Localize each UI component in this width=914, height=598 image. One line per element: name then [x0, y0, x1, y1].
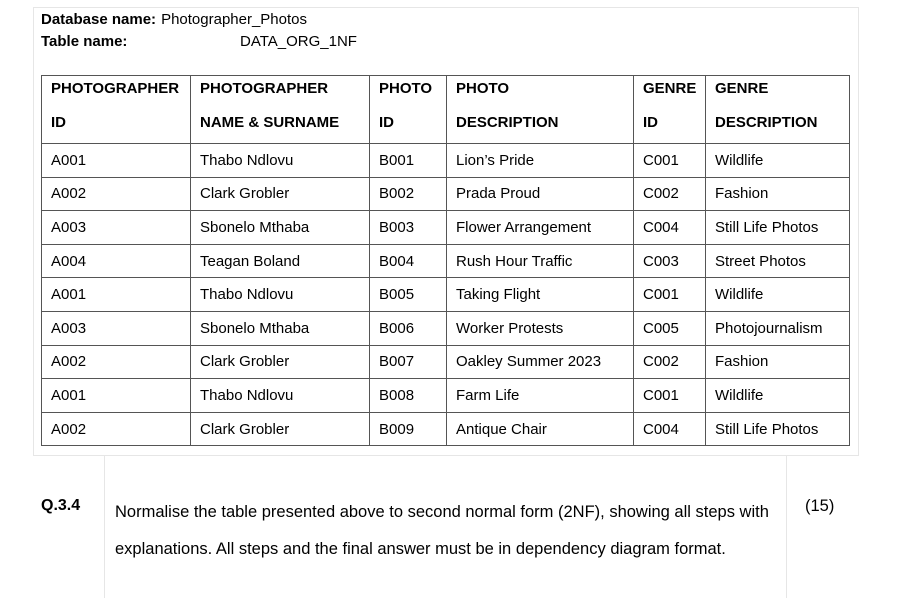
table-row [42, 278, 850, 312]
cell-photographer-name: Thabo Ndlovu [191, 379, 370, 413]
cell-genre-description: Fashion [706, 177, 850, 211]
header-photographer-name: PHOTOGRAPHER NAME & SURNAME [191, 76, 370, 144]
header-genre-id: GENRE ID [634, 76, 706, 144]
frame-line-bottom [33, 455, 859, 456]
table-row [42, 311, 850, 345]
cell-photo-id: B007 [370, 345, 447, 379]
cell-genre-id: C001 [634, 379, 706, 413]
table-row [42, 345, 850, 379]
question-marks: (15) [805, 497, 835, 515]
cell-genre-id: C002 [634, 177, 706, 211]
cell-photographer-name: Thabo Ndlovu [191, 278, 370, 312]
cell-photo-description: Prada Proud [447, 177, 634, 211]
cell-photo-id: B004 [370, 244, 447, 278]
cell-genre-id: C003 [634, 244, 706, 278]
table-name-value: DATA_ORG_1NF [240, 33, 357, 50]
cell-photographer-name: Clark Grobler [191, 345, 370, 379]
cell-photographer-id: A002 [42, 412, 191, 446]
question-cell-divider-right [786, 455, 787, 598]
cell-genre-description: Still Life Photos [706, 412, 850, 446]
cell-genre-id: C004 [634, 211, 706, 245]
cell-photographer-name: Sbonelo Mthaba [191, 311, 370, 345]
cell-photo-description: Worker Protests [447, 311, 634, 345]
cell-photo-description: Taking Flight [447, 278, 634, 312]
photographer-data-table [41, 75, 850, 446]
cell-photographer-id: A003 [42, 211, 191, 245]
cell-photographer-id: A001 [42, 144, 191, 178]
cell-genre-description: Wildlife [706, 144, 850, 178]
cell-photo-description: Lion’s Pride [447, 144, 634, 178]
cell-genre-id: C001 [634, 278, 706, 312]
table-row [42, 144, 850, 178]
table-name-line [41, 33, 357, 51]
cell-photo-id: B009 [370, 412, 447, 446]
cell-photo-id: B006 [370, 311, 447, 345]
database-name-label: Database name: [41, 11, 157, 28]
table-row [42, 412, 850, 446]
table-row [42, 177, 850, 211]
table-row [42, 379, 850, 413]
cell-photo-description: Rush Hour Traffic [447, 244, 634, 278]
question-number: Q.3.4 [41, 497, 81, 514]
header-photographer-id: PHOTOGRAPHER ID [42, 76, 191, 144]
cell-genre-id: C002 [634, 345, 706, 379]
cell-photographer-id: A003 [42, 311, 191, 345]
cell-genre-description: Street Photos [706, 244, 850, 278]
table-header-row [42, 76, 850, 144]
cell-genre-description: Fashion [706, 345, 850, 379]
header-photo-id: PHOTO ID [370, 76, 447, 144]
table-name-label: Table name: [41, 33, 128, 50]
cell-photo-id: B005 [370, 278, 447, 312]
cell-photographer-name: Sbonelo Mthaba [191, 211, 370, 245]
cell-genre-description: Wildlife [706, 379, 850, 413]
cell-genre-description: Wildlife [706, 278, 850, 312]
cell-photographer-id: A002 [42, 345, 191, 379]
database-name-line [41, 11, 307, 29]
header-genre-description: GENRE DESCRIPTION [706, 76, 850, 144]
cell-genre-description: Still Life Photos [706, 211, 850, 245]
frame-line-left [33, 7, 34, 455]
cell-photographer-id: A001 [42, 278, 191, 312]
cell-photographer-name: Thabo Ndlovu [191, 144, 370, 178]
cell-photographer-id: A002 [42, 177, 191, 211]
header-photo-description: PHOTO DESCRIPTION [447, 76, 634, 144]
cell-photo-description: Flower Arrangement [447, 211, 634, 245]
cell-photographer-name: Clark Grobler [191, 177, 370, 211]
cell-photo-description: Farm Life [447, 379, 634, 413]
cell-genre-id: C001 [634, 144, 706, 178]
frame-line-right [858, 7, 859, 455]
cell-genre-description: Photojournalism [706, 311, 850, 345]
cell-genre-id: C004 [634, 412, 706, 446]
table-row [42, 244, 850, 278]
cell-genre-id: C005 [634, 311, 706, 345]
cell-photo-id: B003 [370, 211, 447, 245]
cell-photo-id: B002 [370, 177, 447, 211]
cell-photographer-name: Clark Grobler [191, 412, 370, 446]
question-text: Normalise the table presented above to second normal form (2NF), showing all steps with explanations. All steps and the final answer must be in dependency diagram format. [115, 503, 769, 558]
cell-photo-description: Antique Chair [447, 412, 634, 446]
database-name-value: Photographer_Photos [161, 11, 308, 28]
frame-line-top [33, 7, 859, 8]
cell-photographer-id: A001 [42, 379, 191, 413]
cell-photographer-name: Teagan Boland [191, 244, 370, 278]
cell-photographer-id: A004 [42, 244, 191, 278]
question-cell-divider-left [104, 455, 105, 598]
table-row [42, 211, 850, 245]
cell-photo-description: Oakley Summer 2023 [447, 345, 634, 379]
cell-photo-id: B008 [370, 379, 447, 413]
cell-photo-id: B001 [370, 144, 447, 178]
